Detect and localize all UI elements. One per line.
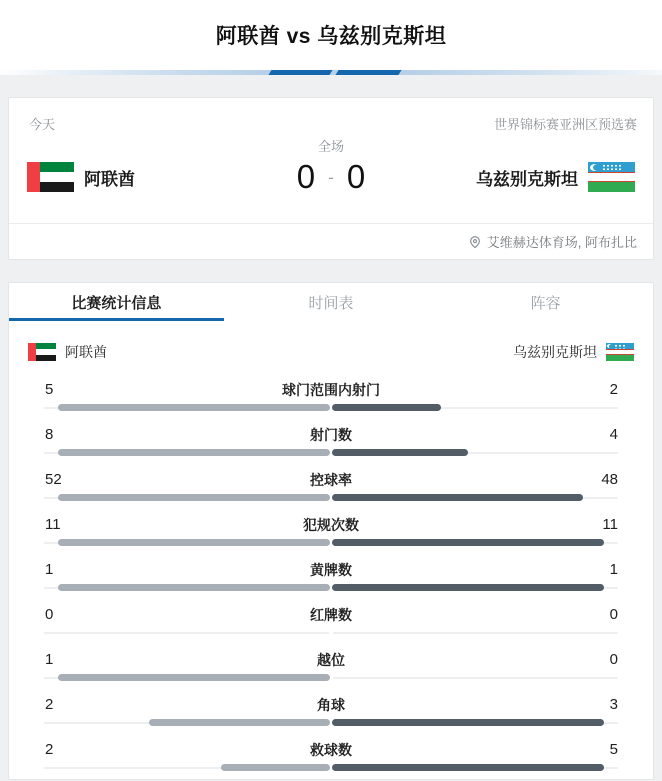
stats-away-team [513, 342, 634, 362]
stat-away-value: 5 [609, 741, 618, 758]
stat-bar [44, 629, 618, 637]
stat-home-value: 8 [45, 426, 54, 443]
home-team-name: 阿联酋 [84, 169, 135, 189]
stats-home-name: 阿联酋 [65, 344, 107, 360]
away-team [391, 162, 635, 192]
stat-away-value: 11 [602, 516, 618, 533]
stat-home-value: 2 [45, 741, 54, 758]
match-period: 全场 [317, 139, 344, 154]
stat-bar [44, 674, 618, 682]
stat-label: 球门范围内射门 [282, 382, 380, 398]
stat-home-value: 52 [45, 471, 62, 488]
stat-label: 控球率 [310, 472, 352, 488]
stat-label: 犯规次数 [303, 517, 359, 533]
venue-row [9, 223, 653, 259]
stat-label: 黄牌数 [310, 562, 352, 578]
stat-row [9, 416, 653, 461]
stat-label: 救球数 [310, 742, 352, 758]
stat-home-value: 1 [45, 651, 54, 668]
bar-fill-away [332, 539, 604, 546]
stat-label: 红牌数 [310, 607, 352, 623]
stat-row [9, 551, 653, 596]
bar-fill-home [221, 764, 330, 771]
stats-rows [9, 371, 653, 776]
bar-fill-away [332, 449, 468, 456]
stats-away-name: 乌兹别克斯坦 [513, 344, 597, 360]
stat-home-value: 2 [45, 696, 54, 713]
page-content [0, 75, 662, 780]
score-separator: - [328, 168, 334, 187]
stat-bar [44, 449, 618, 457]
stat-row [9, 506, 653, 551]
page-header [0, 0, 662, 70]
stat-row [9, 371, 653, 416]
match-date: 今天 [29, 117, 56, 132]
stat-label: 射门数 [310, 427, 352, 443]
tab-timeline[interactable]: 时间表 [308, 294, 354, 312]
stat-bar [44, 404, 618, 412]
stats-card [8, 282, 654, 780]
stat-bar [44, 539, 618, 547]
tab-match-stats[interactable]: 比赛统计信息 [9, 283, 224, 321]
stat-away-value: 2 [609, 381, 618, 398]
stat-away-value: 4 [609, 426, 618, 443]
bar-fill-home [58, 674, 330, 681]
stat-row [9, 641, 653, 686]
bar-fill-away [332, 404, 441, 411]
stat-home-value: 11 [45, 516, 61, 533]
stat-away-value: 1 [609, 561, 618, 578]
bar-fill-away [332, 764, 604, 771]
stat-row [9, 686, 653, 731]
stat-away-value: 0 [609, 651, 618, 668]
home-team [27, 162, 271, 192]
decorative-divider [0, 70, 662, 75]
bar-fill-home [58, 494, 330, 501]
stat-row [9, 596, 653, 641]
stats-home-team [28, 342, 107, 362]
scoreboard-card [8, 97, 654, 260]
bar-fill-home [58, 539, 330, 546]
home-score: 0 [296, 158, 316, 195]
divider-segment [335, 70, 401, 75]
bar-fill-away [332, 719, 604, 726]
stat-label: 越位 [317, 652, 345, 668]
bar-fill-home [58, 584, 330, 591]
stat-bar [44, 584, 618, 592]
tab-bar [9, 283, 653, 321]
stat-bar [44, 719, 618, 727]
tab-lineup[interactable]: 阵容 [530, 294, 561, 312]
bar-track-left [44, 632, 329, 634]
uae-flag-icon [27, 162, 74, 192]
bar-fill-home [58, 404, 330, 411]
venue-text: 艾维赫达体育场, 阿布扎比 [486, 235, 637, 250]
stat-row [9, 461, 653, 506]
bar-fill-away [332, 584, 604, 591]
bar-track-right [333, 677, 618, 679]
away-team-name: 乌兹别克斯坦 [476, 169, 578, 189]
stat-home-value: 5 [45, 381, 54, 398]
stat-home-value: 1 [45, 561, 54, 578]
divider-segment [268, 70, 332, 75]
stat-home-value: 0 [45, 606, 54, 623]
away-score: 0 [346, 158, 366, 195]
stat-away-value: 48 [601, 471, 618, 488]
uzbekistan-flag-icon [588, 162, 635, 192]
score [271, 158, 391, 195]
stat-row [9, 731, 653, 776]
stat-away-value: 3 [609, 696, 618, 713]
bar-fill-home [149, 719, 330, 726]
stat-bar [44, 764, 618, 772]
uzbekistan-flag-icon [606, 343, 634, 361]
uae-flag-icon [28, 343, 56, 361]
stat-label: 角球 [317, 697, 345, 713]
bar-fill-home [58, 449, 330, 456]
stats-teams-header [9, 342, 653, 362]
bar-track-right [333, 632, 618, 634]
bar-fill-away [332, 494, 583, 501]
stat-bar [44, 494, 618, 502]
location-pin-icon [468, 235, 482, 249]
competition-name: 世界锦标赛亚洲区预选赛 [493, 117, 637, 132]
stat-away-value: 0 [609, 606, 618, 623]
page-title: 阿联酋 vs 乌兹别克斯坦 [215, 25, 447, 48]
